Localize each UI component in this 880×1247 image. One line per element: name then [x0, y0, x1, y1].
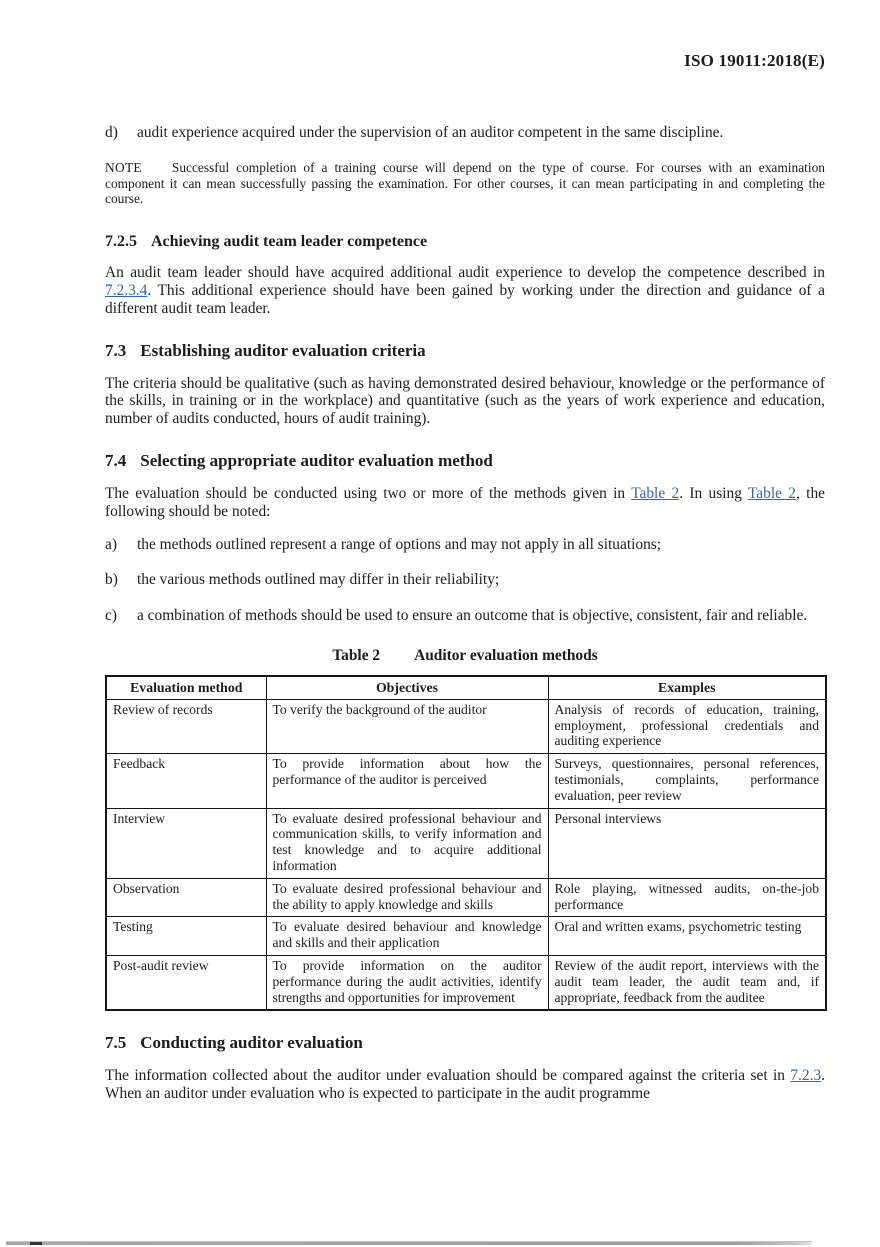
section-title: Conducting auditor evaluation	[140, 1033, 363, 1053]
cell-objectives: To evaluate desired behaviour and knowledge and skills and their application	[266, 917, 548, 956]
list-item-text: audit experience acquired under the supervision of an auditor competent in the same discipline.	[137, 124, 724, 141]
cell-evaluation-method: Testing	[106, 917, 266, 956]
cell-evaluation-method: Review of records	[106, 699, 266, 753]
list-item-label: b)	[105, 571, 118, 589]
cross-reference-link[interactable]: Table 2	[747, 484, 796, 502]
page-edge-shadow	[6, 1241, 812, 1245]
list-item-c	[105, 607, 825, 625]
cell-evaluation-method: Interview	[106, 808, 266, 878]
section-number: 7.3	[105, 340, 127, 360]
cell-examples: Review of the audit report, interviews with the audit team leader, the audit team and, if appropriate, feedback from the auditee	[548, 955, 826, 1010]
section-number: 7.2.5	[105, 233, 137, 251]
cell-objectives: To provide information about how the performance of the auditor is perceived	[266, 754, 548, 808]
cell-examples: Role playing, witnessed audits, on-the-job performance	[548, 878, 826, 917]
cell-examples: Oral and written exams, psychometric testing	[548, 917, 826, 956]
paragraph-7-2-5: An audit team leader should have acquired additional audit experience to develop the competence described in 7.2.3.4. This additional experience should have been gained by working under the direction and guidance of a different audit team leader.	[105, 264, 825, 317]
auditor-evaluation-methods-table	[105, 675, 827, 1011]
table-row	[106, 699, 826, 753]
table-header-row	[106, 676, 826, 699]
cell-examples: Personal interviews	[548, 808, 826, 878]
section-7-5	[105, 1033, 825, 1103]
table-caption-title: Auditor evaluation methods	[414, 646, 598, 664]
note-text: Successful completion of a training course will depend on the type of course. For courses with an examination component it can mean successfully passing the examination. For other courses, it can mean participating in and completing the course.	[105, 159, 825, 207]
table-row	[106, 754, 826, 808]
table-caption	[105, 647, 825, 665]
table-row	[106, 878, 826, 917]
table-row	[106, 917, 826, 956]
list-item-text: the methods outlined represent a range of options and may not apply in all situations;	[137, 535, 662, 553]
cross-reference-link[interactable]: Table 2	[631, 484, 680, 502]
list-item-text: the various methods outlined may differ in their reliability;	[137, 571, 500, 589]
cell-evaluation-method: Feedback	[106, 754, 266, 808]
paragraph-7-3: The criteria should be qualitative (such as having demonstrated desired behaviour, knowledge or the performance of the skills, in training or in the workplace) and quantitative (such as the years of work experience and education, number of audits conducted, hours of audit training).	[105, 374, 825, 428]
section-title: Achieving audit team leader competence	[151, 233, 428, 251]
note-paragraph	[105, 160, 825, 207]
section-number: 7.4	[105, 450, 127, 470]
section-heading-7-5	[105, 1033, 825, 1053]
paragraph-7-5: The information collected about the auditor under evaluation should be compared against the criteria set in 7.2.3. When an auditor under evaluation who is expected to participate in the audit programme	[105, 1067, 825, 1103]
list-item-a	[105, 536, 825, 554]
list-item-label: d)	[105, 124, 118, 141]
column-header-objectives: Objectives	[266, 676, 548, 699]
cell-objectives: To evaluate desired professional behaviour and the ability to apply knowledge and skills	[266, 878, 548, 917]
cell-objectives: To provide information on the auditor performance during the audit activities, identify strengths and opportunities for improvement	[266, 955, 548, 1010]
page-edge-mark	[30, 1242, 42, 1245]
section-title: Establishing auditor evaluation criteria	[140, 340, 426, 360]
cross-reference-link[interactable]: 7.2.3.4	[105, 281, 148, 299]
section-heading-7-3	[105, 341, 825, 361]
section-heading-7-2-5	[105, 232, 825, 251]
list-item-label: a)	[105, 535, 117, 553]
page-content	[105, 52, 825, 1103]
document-header: ISO 19011:2018(E)	[684, 51, 825, 70]
cell-evaluation-method: Observation	[106, 878, 266, 917]
note-label: NOTE	[105, 159, 142, 175]
cross-reference-link[interactable]: 7.2.3	[790, 1067, 822, 1085]
section-heading-7-4	[105, 451, 825, 471]
list-item-d	[105, 124, 825, 142]
list-item-b	[105, 571, 825, 589]
cell-examples: Analysis of records of education, training, employment, professional credentials and auditing experience	[548, 699, 826, 753]
table-row	[106, 955, 826, 1010]
column-header-examples: Examples	[548, 676, 826, 699]
cell-objectives: To verify the background of the auditor	[266, 699, 548, 753]
section-title: Selecting appropriate auditor evaluation method	[140, 450, 493, 470]
cell-examples: Surveys, questionnaires, personal references, testimonials, complaints, performance evaluation, peer review	[548, 754, 826, 808]
list-item-text: a combination of methods should be used to ensure an outcome that is objective, consistent, fair and reliable.	[137, 607, 808, 625]
cell-evaluation-method: Post-audit review	[106, 955, 266, 1010]
list-item-label: c)	[105, 607, 117, 625]
table-caption-number: Table 2	[332, 646, 381, 664]
cell-objectives: To evaluate desired professional behaviour and communication skills, to verify information and test knowledge and to acquire additional information	[266, 808, 548, 878]
section-number: 7.5	[105, 1033, 127, 1053]
paragraph-7-4: The evaluation should be conducted using two or more of the methods given in Table 2. In using Table 2, the following should be noted:	[105, 484, 825, 520]
column-header-evaluation-method: Evaluation method	[106, 676, 266, 699]
table-row	[106, 808, 826, 878]
